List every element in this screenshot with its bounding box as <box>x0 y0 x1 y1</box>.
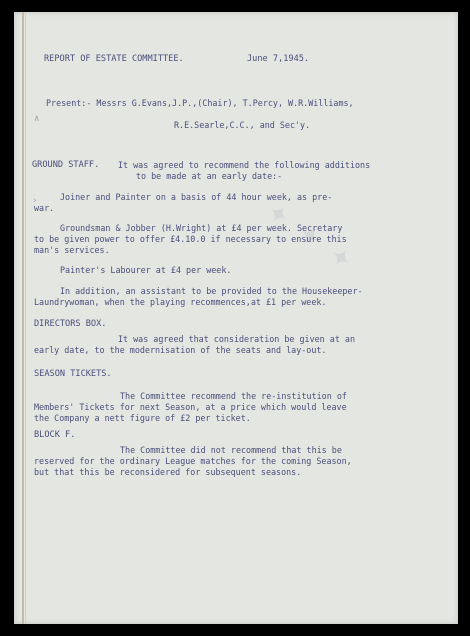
ground-staff-item-4-line-1: In addition, an assistant to be provided to the Housekeeper- <box>60 286 363 296</box>
ground-staff-item-2-line-2: to be given power to offer £4.10.0 if necessary to ensure this <box>34 234 347 244</box>
binding-edge <box>22 12 24 624</box>
block-f-line-1: The Committee did not recommend that this be <box>120 445 342 455</box>
season-tickets-heading: SEASON TICKETS. <box>34 369 112 379</box>
report-date: June 7,1945. <box>247 54 310 64</box>
ground-staff-item-1-line-2: war. <box>34 203 55 213</box>
directors-box-line-1: It was agreed that consideration be given at an <box>118 334 355 344</box>
block-f-line-2: reserved for the ordinary League matches for the coming Season, <box>34 456 352 466</box>
season-tickets-line-2: Members' Tickets for next Season, at a price which would leave <box>34 402 347 412</box>
ground-staff-intro-2: to be made at an early date:- <box>136 171 283 181</box>
binding-edge-shadow <box>25 12 26 624</box>
season-tickets-line-1: The Committee recommend the re-institution of <box>120 391 347 401</box>
ground-staff-intro-1: It was agreed to recommend the following additions <box>118 160 371 170</box>
ground-staff-item-3: Painter's Labourer at £4 per week. <box>60 265 232 275</box>
ground-staff-heading: GROUND STAFF. <box>32 160 100 170</box>
ground-staff-item-1-line-1: Joiner and Painter on a basis of 44 hour week, as pre- <box>60 192 333 202</box>
season-tickets-line-3: the Company a nett figure of £2 per ticket. <box>34 413 251 423</box>
present-line-1: Present:- Messrs G.Evans,J.P.,(Chair), T.Percy, W.R.Williams, <box>46 98 354 108</box>
margin-mark-left: › <box>32 196 38 206</box>
block-f-line-3: but that this be reconsidered for subsequent seasons. <box>34 467 302 477</box>
ground-staff-item-4-line-2: Laundrywoman, when the playing recommences,at £1 per week. <box>34 297 327 307</box>
present-line-2: R.E.Searle,C.C., and Sec'y. <box>174 120 311 130</box>
directors-box-line-2: early date, to the modernisation of the seats and lay-out. <box>34 345 327 355</box>
directors-box-heading: DIRECTORS BOX. <box>34 319 107 329</box>
document-page <box>14 12 458 624</box>
ground-staff-item-2-line-3: man's services. <box>34 245 110 255</box>
watermark-seal-icon: ✦ ✦ ✦ <box>260 196 361 280</box>
block-f-heading: BLOCK F. <box>34 430 76 440</box>
ground-staff-item-2-line-1: Groundsman & Jobber (H.Wright) at £4 per week. Secretary <box>60 223 343 233</box>
report-title: REPORT OF ESTATE COMMITTEE. <box>44 54 184 64</box>
margin-mark: ∧ <box>34 114 40 124</box>
